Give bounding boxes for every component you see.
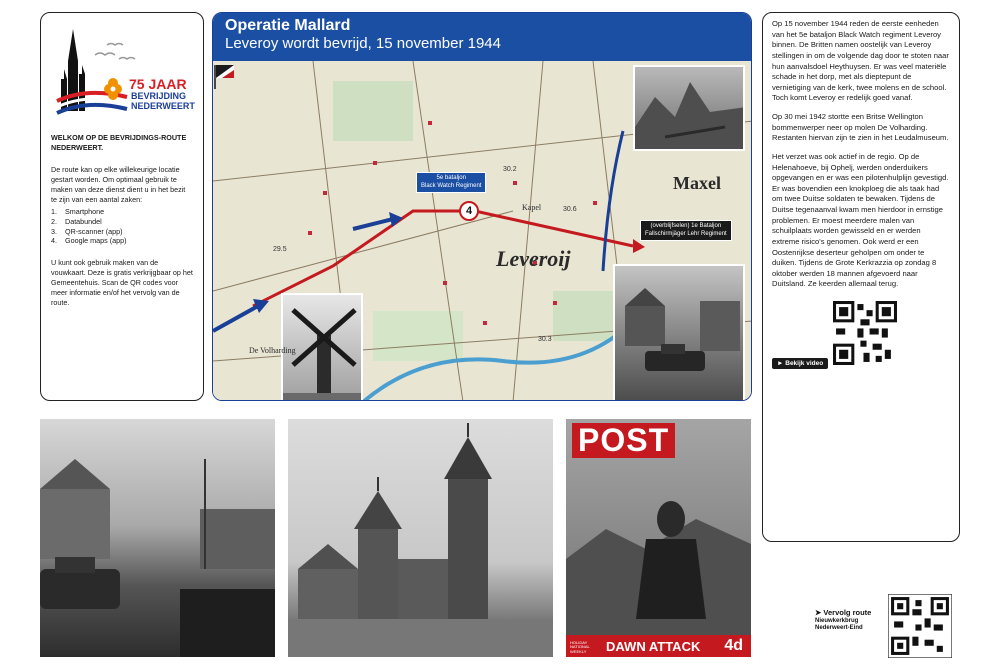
leveroy-church-photo — [288, 419, 553, 657]
church-ruin-photo — [633, 65, 745, 151]
svg-text:29.5: 29.5 — [273, 246, 287, 253]
story-paragraph-3: Het verzet was ook actief in de regio. Op de Helenahoeve, bij Ophelj, werden onderduikers opgevangen en er was een pilotenhulplijn gevestigd. Er was bovendien een knokploeg die als taak had om twee Duitse soldaten te bewaken. Tijdens de Duitse tegenaanval kwam men hierdoor in ernstige problemen. Er moest meerdere malen van schuilplaats worden gewisseld en er werden extreme risico's genomen. Ook werd er een Oostenrijkse deserteur geholpen om onder te duiken. Tijdens de Grote Kerkrazzia op zondag 8 oktober werden 18 mannen afgevoerd naar Duitsland. Ze keerden allemaal terug. — [772, 151, 949, 289]
map-mill-de-volharding: De Volharding — [249, 346, 296, 355]
list-item: 1. Smartphone — [51, 206, 105, 216]
historic-map[interactable] — [213, 61, 751, 401]
bevrijding-logo — [51, 19, 193, 119]
intro-text: De route kan op elke willekeurige locatie gestart worden. Om optimaal gebruik te maken van deze dienst dient u in het bezit te zijn van een aantal zaken: — [51, 164, 186, 204]
map-header — [213, 13, 751, 61]
logo-text-bevrijding: BEVRIJDING — [131, 91, 187, 101]
picture-post-cover — [566, 419, 751, 657]
logo-text-nederweert: NEDERWEERT — [131, 101, 195, 111]
next-route-info — [815, 608, 895, 632]
map-panel — [212, 12, 752, 401]
label-black-watch: 5e bataljon Black Watch Regiment — [416, 172, 486, 193]
svg-text:30.6: 30.6 — [563, 206, 577, 213]
label-fallschirmjager: (overblijfselen) 1e Bataljon Fallschirmjäger Lehr Regiment — [640, 220, 732, 241]
waypoint-marker[interactable]: 4 — [459, 201, 479, 221]
map-title: Operatie Mallard — [225, 17, 351, 34]
post-price: 4d — [724, 637, 743, 654]
german-flag-icon — [213, 61, 235, 89]
next-route-title: ➤ Vervolg route — [815, 608, 872, 617]
next-route-qr-code[interactable] — [888, 594, 952, 658]
logo-text-75-jaar: 75 JAAR — [129, 76, 187, 92]
post-headline: DAWN ATTACK — [606, 639, 701, 654]
list-item: 3. QR-scanner (app) — [51, 226, 123, 236]
story-paragraph-1: Op 15 november 1944 reden de eerste eenheden van het 5e bataljon Black Watch regiment Leveroy binnen. De Britten namen oostelijk van Leveroy stellingen in om de volgende dag door te stoten naar hun aanvalsdoel Heythuysen. Er was veel materiële schade in het dorp, met als dieptepunt de vernietiging van de kerk, twee molens en de school. Toch komt Leveroy er redelijk goed vanaf. — [772, 19, 949, 103]
map-subtitle: Leveroy wordt bevrijd, 15 november 1944 — [225, 35, 501, 53]
svg-text:30.2: 30.2 — [503, 166, 517, 173]
intro-panel — [40, 12, 204, 401]
video-camera-icon: ► — [777, 360, 784, 367]
story-panel — [762, 12, 960, 542]
video-qr-code[interactable] — [833, 301, 897, 365]
requirements-list — [51, 207, 193, 247]
map-town-kapel: Kapel — [522, 203, 542, 212]
welcome-heading: WELKOM OP DE BEVRIJDINGS-ROUTE NEDERWEERT. — [51, 133, 187, 152]
map-town-leveroy: Leveroij — [496, 246, 571, 271]
next-route-destination: Nieuwkerkbrug Nederweert-Eind — [815, 618, 863, 632]
arrow-icon: ➤ — [815, 608, 822, 617]
story-paragraph-2: Op 30 mei 1942 stortte een Britse Wellington bommenwerper neer op molen De Volharding. Restanten hiervan zijn te zien in het Leudalmuseum. — [772, 112, 949, 143]
map-town-maxel: Maxel — [673, 173, 721, 193]
watch-video-button[interactable]: ► Bekijk video — [772, 358, 828, 369]
post-masthead: POST — [572, 423, 675, 458]
tanks-village-photo — [613, 264, 745, 401]
list-item: 4. Google maps (app) — [51, 236, 127, 246]
post-footer-bar: HOLIDAY NATIONAL WEEKLY DAWN ATTACK 4d — [566, 635, 751, 657]
tanks-street-photo — [40, 419, 275, 657]
vouwkaart-text: U kunt ook gebruik maken van de vouwkaart. Deze is gratis verkrijgbaar op het Gemeentehuis. Scan de QR codes voor meer informatie en/of het vervolg van de route. — [51, 258, 193, 308]
list-item: 2. Databundel — [51, 216, 102, 226]
svg-text:30.3: 30.3 — [538, 336, 552, 343]
